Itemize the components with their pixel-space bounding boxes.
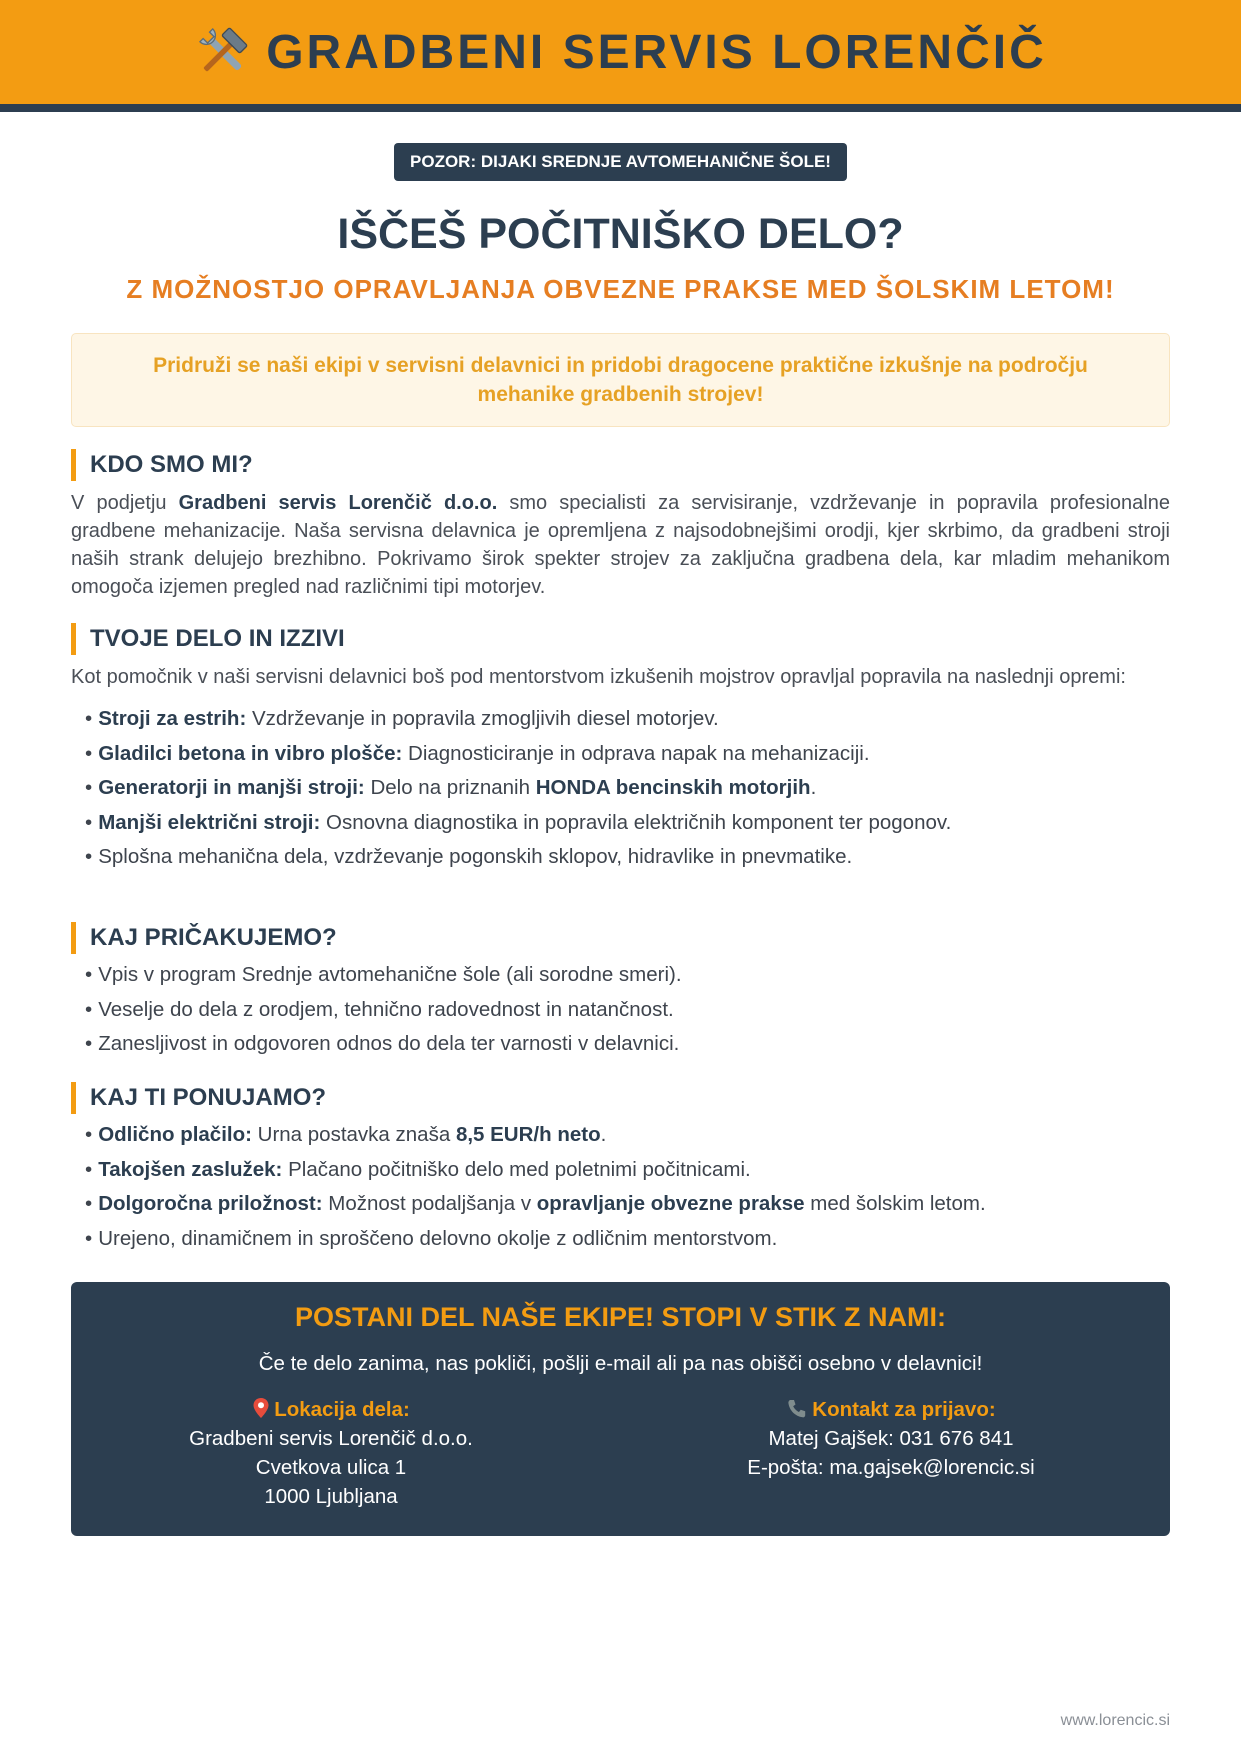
list-item: • Stroji za estrih: Vzdrževanje in popravila zmogljivih diesel motorjev.: [85, 707, 719, 730]
list-item: • Manjši električni stroji: Osnovna diagnostika in popravila električnih komponent ter pogonov.: [85, 810, 952, 834]
section-expect: [71, 922, 1170, 1062]
about-paragraph: [71, 489, 1170, 601]
pin-icon: [252, 1397, 270, 1419]
company-title: GRADBENI SERVIS LORENČIČ: [266, 25, 1047, 79]
list-item: • Vpis v program Srednje avtomehanične šole (ali sorodne smeri).: [85, 963, 682, 986]
intro-callout: Pridruži se naši ekipi v servisni delavnici in pridobi dragocene praktične izkušnje na področju mehanike gradbenih strojev!: [71, 333, 1170, 427]
location-block: [71, 1395, 591, 1511]
list-item: • Dolgoročna priložnost: Možnost podaljšanja v opravljanje obvezne prakse med šolskim letom.: [85, 1192, 986, 1215]
list-item: • Veselje do dela z orodjem, tehnično radovednost in natančnost.: [85, 997, 674, 1021]
tools-icon: [194, 23, 252, 81]
location-heading: Lokacija dela:: [274, 1398, 410, 1421]
location-line: Gradbeni servis Lorenčič d.o.o.: [189, 1427, 473, 1450]
contact-block: [631, 1395, 1151, 1482]
list-item: • Zanesljivost in odgovoren odnos do dela ter varnosti v delavnici.: [85, 1032, 680, 1055]
list-item: • Generatorji in manjši stroji: Delo na priznanih HONDA bencinskih motorjih.: [85, 776, 817, 799]
about-text-rest: smo specialisti za servisiranje, vzdrževanje in popravila profesionalne gradbene mehanizacije. Naša servisna delavnica je opremljena z najsodobnejšimi orodji, kjer skrbimo, da gradbeni stroji naših strank delujejo brezhibno. Pokrivamo širok spekter strojev za zaključna gradbena dela, kar mladim mehanikom omogoča izjemen pregled nad različnimi tipi motorjev.: [71, 492, 1170, 598]
contact-heading-row: [631, 1395, 1151, 1424]
work-intro: Kot pomočnik v naši servisni delavnici boš pod mentorstvom izkušenih mojstrov opravljal popravila na naslednji opremi:: [71, 666, 1126, 688]
section-heading: KAJ TI PONUJAMO?: [71, 1082, 1170, 1114]
location-heading-row: [71, 1395, 591, 1424]
location-line: 1000 Ljubljana: [264, 1485, 398, 1508]
expect-list: [71, 958, 1170, 1062]
header-banner: [0, 0, 1241, 112]
header-title-row: [194, 23, 1047, 81]
page-subtitle: Z MOŽNOSTJO OPRAVLJANJA OBVEZNE PRAKSE MED ŠOLSKIM LETOM!: [126, 274, 1115, 304]
footer-url[interactable]: www.lorencic.si: [1060, 1712, 1170, 1729]
section-work: [71, 623, 1170, 875]
work-list: [71, 702, 1170, 875]
cta-title: POSTANI DEL NAŠE EKIPE! STOPI V STIK Z NAMI:: [294, 1302, 947, 1332]
contact-heading: Kontakt za prijavo:: [812, 1398, 996, 1421]
list-item: • Takojšen zaslužek: Plačano počitniško delo med poletnimi počitnicami.: [85, 1157, 751, 1181]
section-heading: KDO SMO MI?: [71, 449, 1170, 481]
list-item: • Urejeno, dinamičnem in sproščeno delovno okolje z odličnim mentorstvom.: [85, 1226, 778, 1250]
badge-row: [0, 143, 1241, 181]
location-line: Cvetkova ulica 1: [255, 1456, 407, 1479]
company-name: Gradbeni servis Lorenčič d.o.o.: [178, 492, 498, 514]
audience-badge: POZOR: DIJAKI SREDNJE AVTOMEHANIČNE ŠOLE!: [394, 143, 847, 181]
contact-phone[interactable]: Matej Gajšek: 031 676 841: [768, 1427, 1014, 1450]
list-item: • Splošna mehanična dela, vzdrževanje pogonskih sklopov, hidravlike in pnevmatike.: [85, 845, 853, 868]
section-about: [71, 449, 1170, 601]
page-title: IŠČEŠ POČITNIŠKO DELO?: [337, 210, 904, 258]
about-text-start: V podjetju: [71, 492, 179, 514]
list-item: • Odlično plačilo: Urna postavka znaša 8,5 EUR/h neto.: [85, 1123, 607, 1146]
section-offer: [71, 1082, 1170, 1256]
phone-icon: [786, 1398, 808, 1420]
contact-box: [71, 1282, 1170, 1536]
section-heading: TVOJE DELO IN IZZIVI: [71, 623, 1170, 655]
section-heading: KAJ PRIČAKUJEMO?: [71, 922, 1170, 954]
offer-list: [71, 1118, 1170, 1256]
cta-text: Če te delo zanima, nas pokliči, pošlji e-mail ali pa nas obišči osebno v delavnici!: [258, 1352, 983, 1375]
list-item: • Gladilci betona in vibro plošče: Diagnosticiranje in odprava napak na mehanizaciji.: [85, 741, 870, 765]
contact-email[interactable]: E-pošta: ma.gajsek@lorencic.si: [747, 1456, 1035, 1479]
